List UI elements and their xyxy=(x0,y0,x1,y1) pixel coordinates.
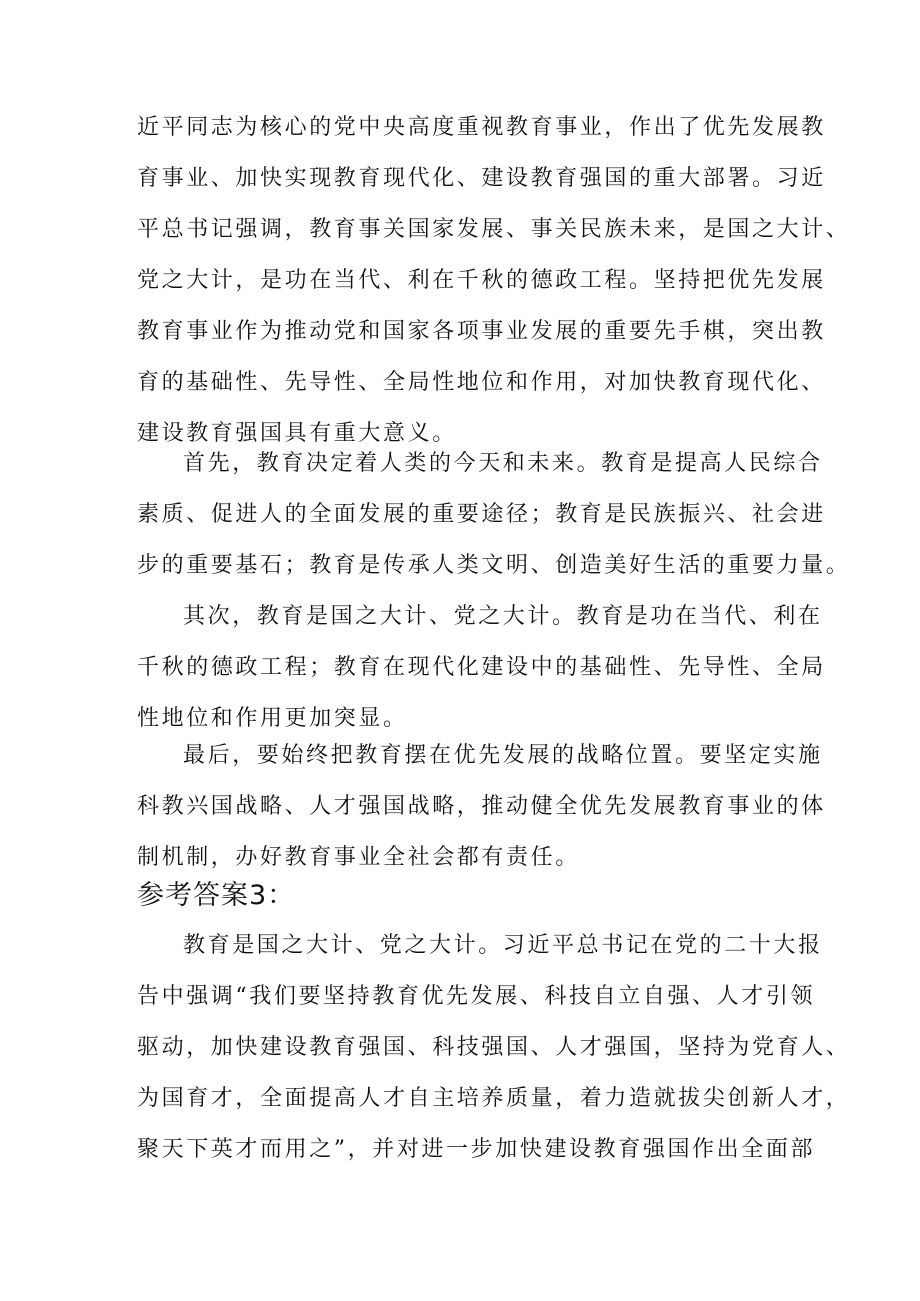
paragraph-line: 素质、促进人的全面发展的重要途径；教育是民族振兴、社会进 xyxy=(137,502,826,527)
paragraph-4 xyxy=(137,736,826,886)
section-heading: 参考答案3： xyxy=(137,880,296,911)
paragraph-line: 平总书记强调，教育事关国家发展、事关民族未来，是国之大计、 xyxy=(137,217,851,242)
paragraph-line: 党之大计，是功在当代、利在千秋的德政工程。坚持把优先发展 xyxy=(137,268,826,293)
paragraph-line: 建设教育强国具有重大意义。 xyxy=(137,421,457,446)
paragraph-line: 教育是国之大计、党之大计。习近平总书记在党的二十大报 xyxy=(183,933,823,958)
paragraph-line: 步的重要基石；教育是传承人类文明、创造美好生活的重要力量。 xyxy=(137,553,851,578)
paragraph-line: 科教兴国战略、人才强国战略，推动健全优先发展教育事业的体 xyxy=(137,794,826,819)
paragraph-line: 育事业、加快实现教育现代化、建设教育强国的重大部署。习近 xyxy=(137,166,826,191)
paragraph-line: 为国育才，全面提高人才自主培养质量，着力造就拔尖创新人才， xyxy=(137,1086,851,1111)
paragraph-line: 千秋的德政工程；教育在现代化建设中的基础性、先导性、全局 xyxy=(137,655,826,680)
paragraph-1 xyxy=(137,108,851,446)
paragraph-line: 制机制，办好教育事业全社会都有责任。 xyxy=(137,845,580,870)
paragraph-line: 育的基础性、先导性、全局性地位和作用，对加快教育现代化、 xyxy=(137,370,826,395)
paragraph-line: 最后，要始终把教育摆在优先发展的战略位置。要坚定实施 xyxy=(183,743,823,768)
paragraph-line: 其次，教育是国之大计、党之大计。教育是功在当代、利在 xyxy=(183,604,823,629)
paragraph-line: 驱动，加快建设教育强国、科技强国、人才强国，坚持为党育人、 xyxy=(137,1035,851,1060)
paragraph-5 xyxy=(137,926,851,1186)
paragraph-line: 首先，教育决定着人类的今天和未来。教育是提高人民综合 xyxy=(183,451,823,476)
paragraph-line: 近平同志为核心的党中央高度重视教育事业，作出了优先发展教 xyxy=(137,115,826,140)
paragraph-line: 教育事业作为推动党和国家各项事业发展的重要先手棋，突出教 xyxy=(137,319,826,344)
paragraph-line: 告中强调“我们要坚持教育优先发展、科技自立自强、人才引领 xyxy=(137,984,816,1009)
paragraph-line: 聚天下英才而用之”，并对进一步加快建设教育强国作出全面部 xyxy=(137,1137,816,1162)
paragraph-line: 性地位和作用更加突显。 xyxy=(137,706,408,731)
paragraph-2 xyxy=(137,444,851,594)
paragraph-3 xyxy=(137,597,826,747)
